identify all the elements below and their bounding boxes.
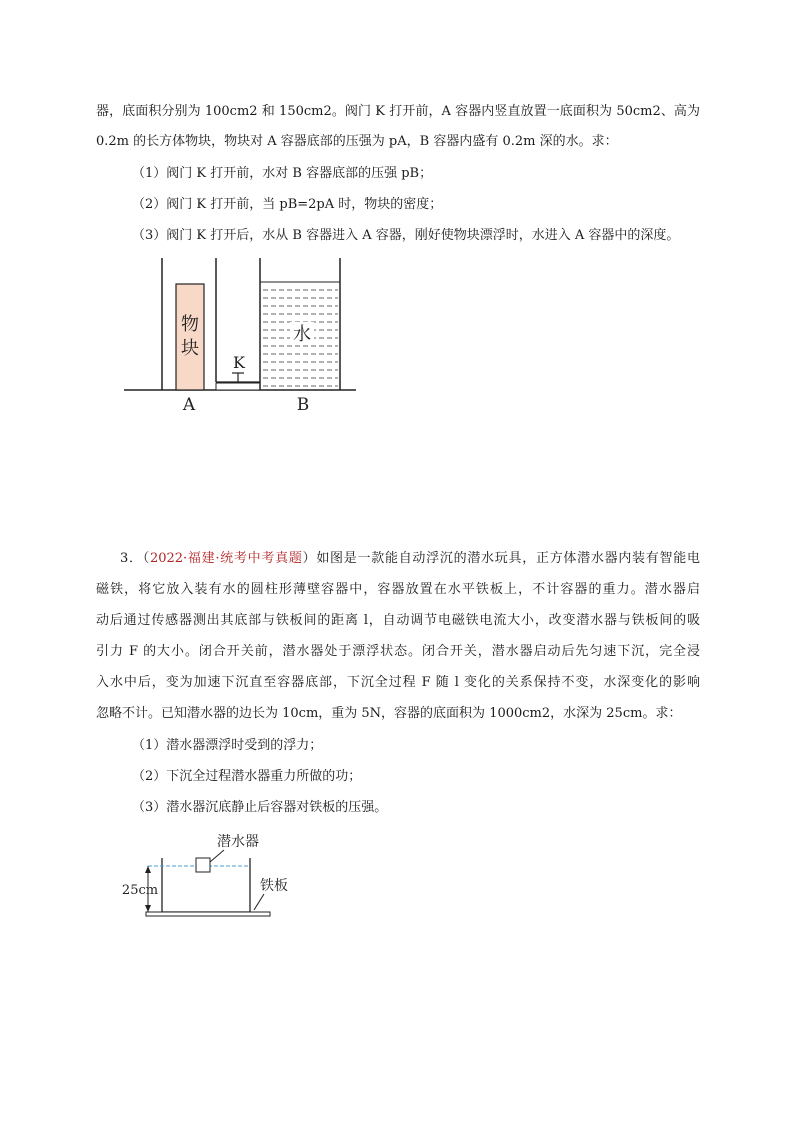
problem2-intro-line-1: 器，底面积分别为 100cm2 和 150cm2。阀门 K 打开前，A 容器内竖直放置一底面积为 50cm2、高为 bbox=[96, 104, 700, 119]
problem3-question-1: （1）潜水器漂浮时受到的浮力； bbox=[132, 738, 323, 753]
problem3-question-2: （2）下沉全过程潜水器重力所做的功； bbox=[132, 769, 362, 784]
valve-label: K bbox=[233, 353, 245, 372]
iron-plate bbox=[146, 912, 270, 916]
problem2-question-2: （2）阀门 K 打开前，当 pB=2pA 时，物块的密度； bbox=[132, 197, 443, 212]
plate-label: 铁板 bbox=[260, 878, 288, 894]
problem3-figure bbox=[118, 828, 308, 920]
problem3-first-line bbox=[96, 551, 700, 567]
diver-label: 潜水器 bbox=[217, 834, 259, 850]
problem2-question-1: （1）阀门 K 打开前，水对 B 容器底部的压强 pB； bbox=[132, 166, 433, 181]
problem3-body-line-3: 引力 F 的大小。闭合开关前，潜水器处于漂浮状态。闭合开关，潜水器启动后先匀速下沉，完全浸 bbox=[96, 644, 700, 659]
problem3-source-close: ） bbox=[302, 551, 317, 566]
container-b-label: B bbox=[296, 395, 310, 415]
problem3-body-line-1: 磁铁，将它放入装有水的圆柱形薄壁容器中，容器放置在水平铁板上，不计容器的重力。潜水器启 bbox=[96, 582, 700, 597]
problem3-body-line-5: 忽略不计。已知潜水器的边长为 10cm，重为 5N，容器的底面积为 1000cm2，水深为 25cm。求： bbox=[96, 706, 682, 721]
problem3-first-line-rest: 如图是一款能自动浮沉的潜水玩具，正方体潜水器内装有智能电 bbox=[316, 551, 700, 566]
problem2-intro-line-2: 0.2m 的长方体物块，物块对 A 容器底部的压强为 pA，B 容器内盛有 0.2m 深的水。求： bbox=[96, 134, 618, 149]
water-label: 水 bbox=[293, 324, 311, 345]
depth-label: 25cm bbox=[121, 883, 159, 898]
diver-cube bbox=[196, 858, 210, 872]
block bbox=[176, 284, 204, 390]
problem3-body-line-4: 入水中后，变为加速下沉直至容器底部，下沉全过程 F 随 l 变化的关系保持不变，水深变化的影响 bbox=[96, 675, 700, 690]
problem3-source: 2022·福建·统考中考真题 bbox=[149, 551, 303, 566]
problem3-number: 3． bbox=[120, 551, 143, 566]
problem3-source-open: （ bbox=[142, 551, 150, 566]
problem3-body-line-2: 动后通过传感器测出其底部与铁板间的距离 l，自动调节电磁铁电流大小，改变潜水器与铁板间的吸 bbox=[96, 613, 700, 628]
block-label-2: 块 bbox=[181, 338, 199, 359]
block-label-1: 物 bbox=[181, 314, 199, 335]
problem3-question-3: （3）潜水器沉底静止后容器对铁板的压强。 bbox=[132, 800, 388, 815]
problem2-figure bbox=[120, 252, 360, 416]
container-a-label: A bbox=[182, 395, 196, 415]
problem2-question-3: （3）阀门 K 打开后，水从 B 容器进入 A 容器，刚好使物块漂浮时，水进入 A 容器中的深度。 bbox=[132, 228, 680, 243]
